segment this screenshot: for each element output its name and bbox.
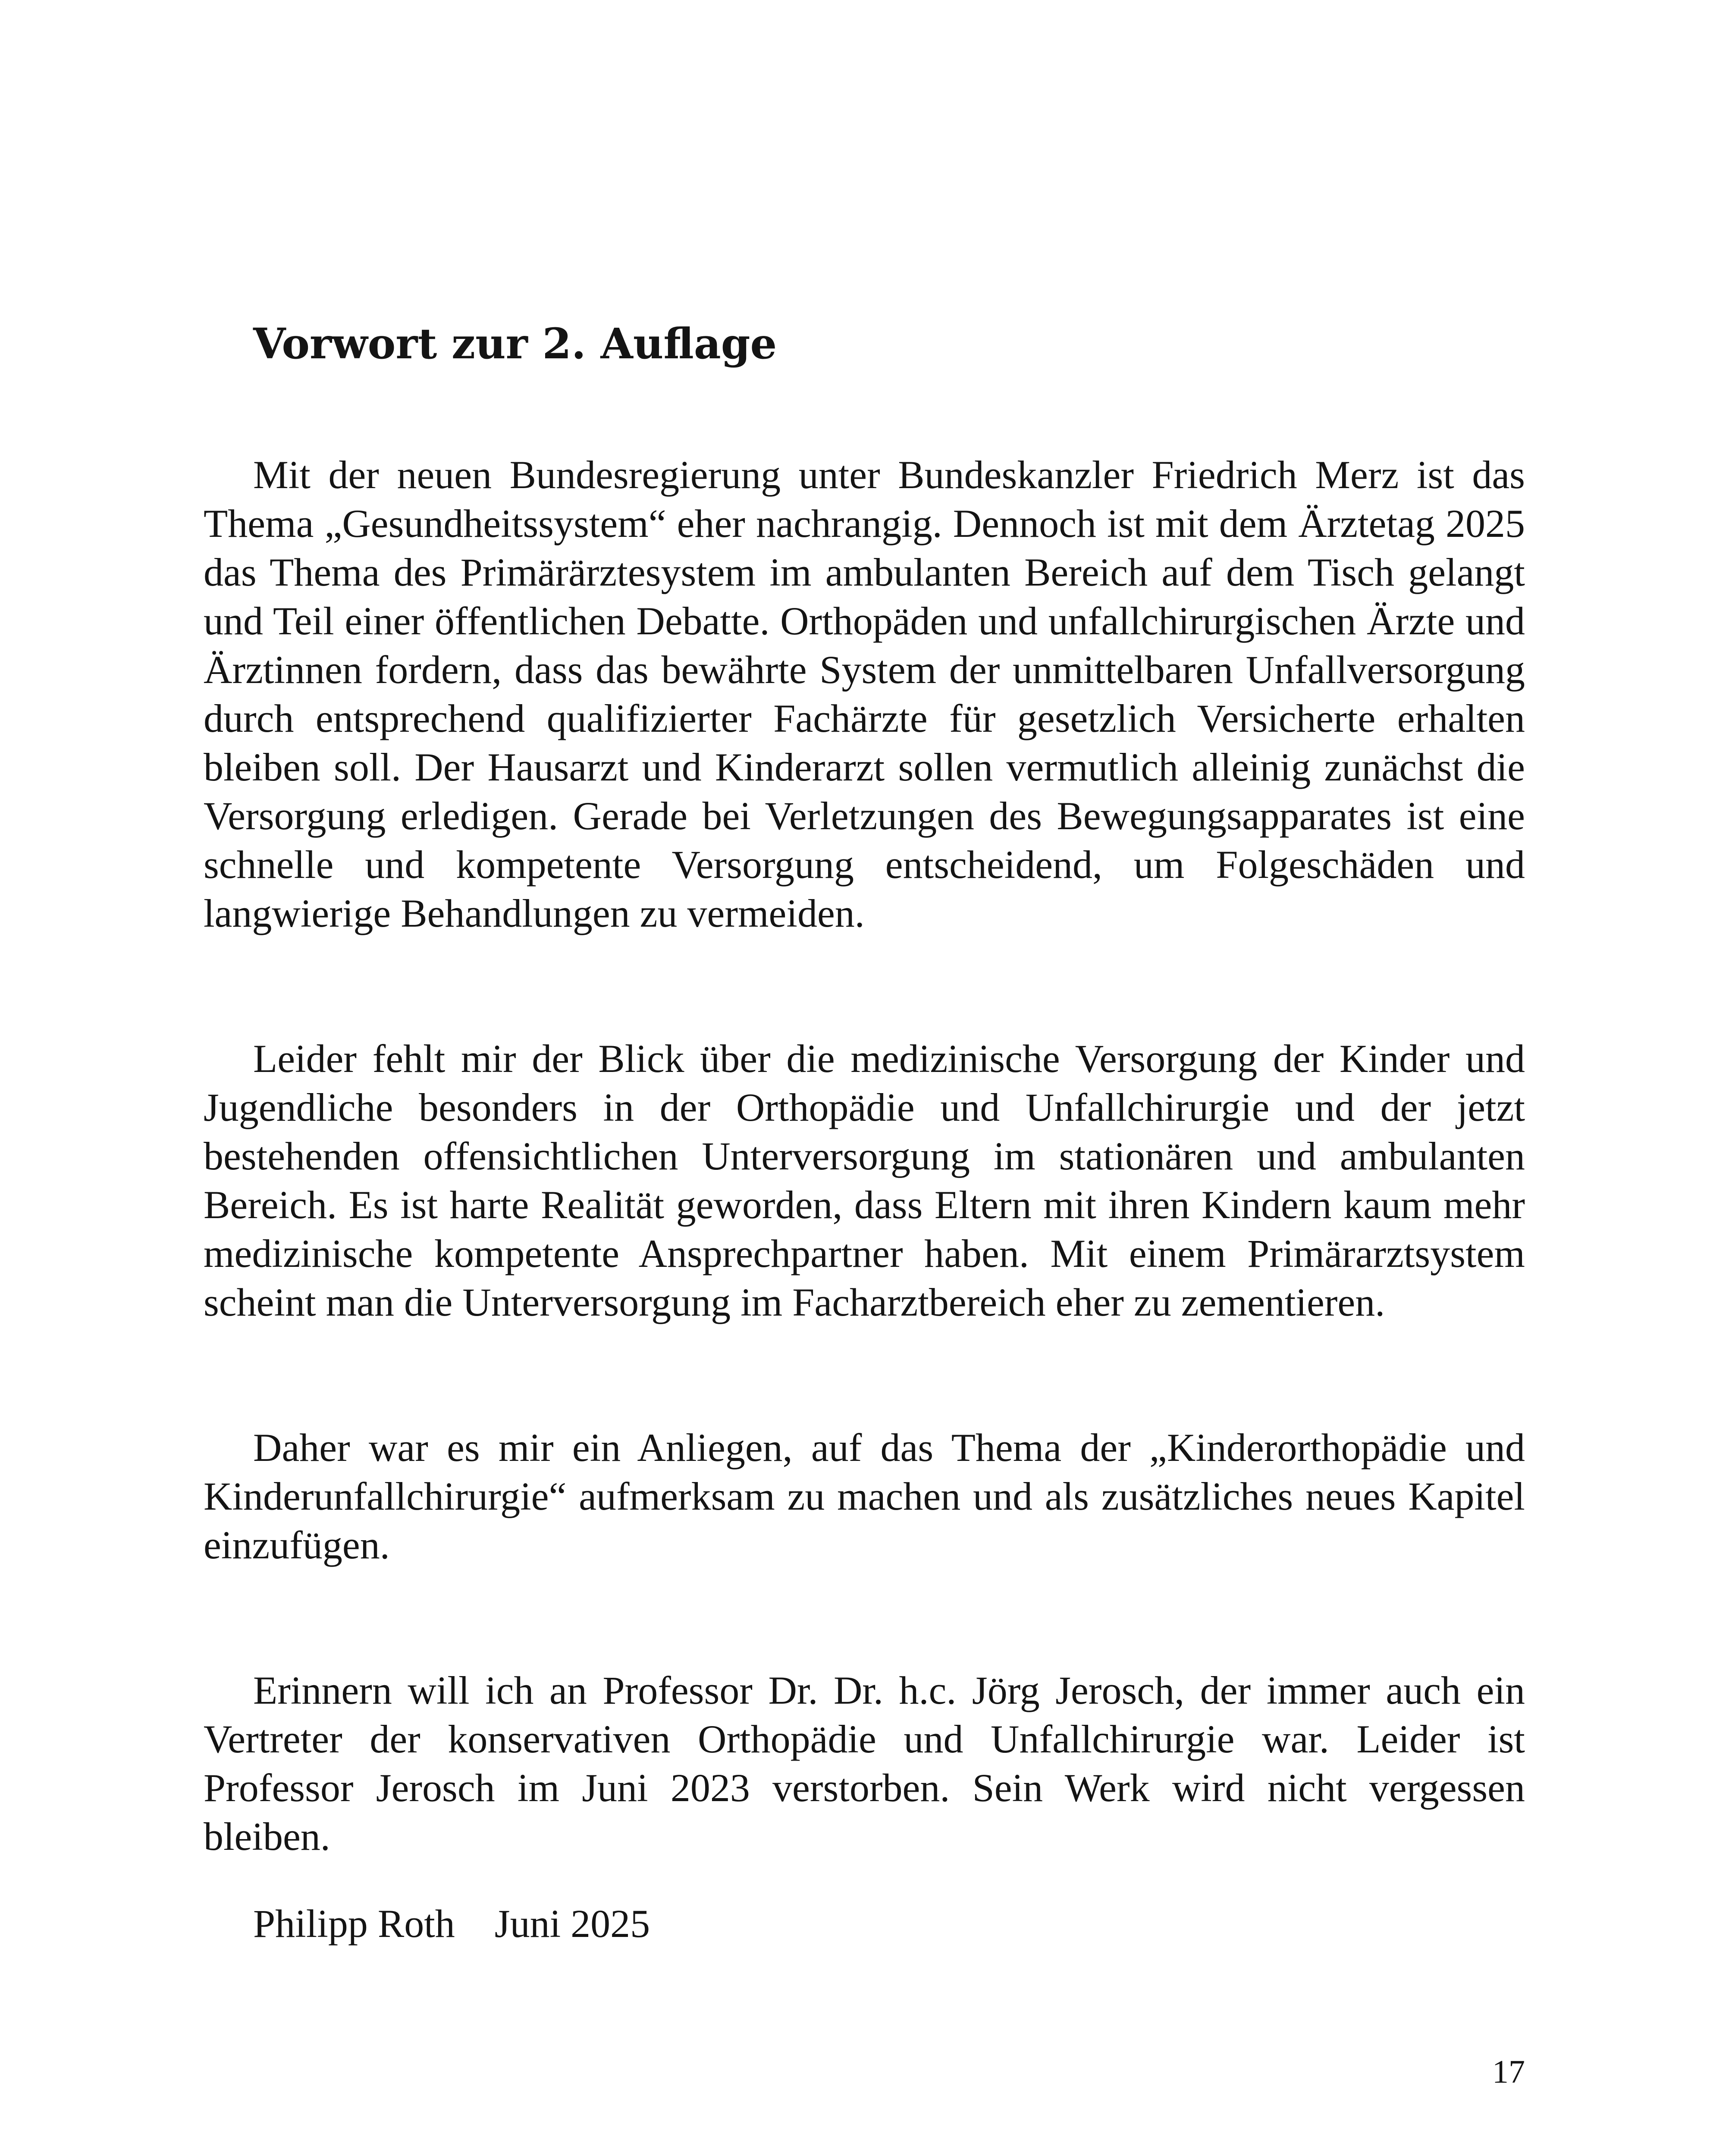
author-signature-line: Philipp Roth Juni 2025	[253, 1902, 650, 1946]
page-number: 17	[1492, 2054, 1525, 2090]
document-body	[204, 317, 1525, 1958]
page-title: Vorwort zur 2. Auflage	[253, 319, 777, 368]
paragraph-3: Daher war es mir ein Anliegen, auf das Thema der „Kinderorthopädie und Kinderunfallchirurgie“ aufmerksam zu machen und als zusätzliches neues Kapitel einzufügen.	[204, 1426, 1525, 1567]
paragraph-2: Leider fehlt mir der Blick über die medizinische Versorgung der Kinder und Jugendliche besonders in der Orthopädie und Unfallchirurgie und der jetzt bestehenden offensichtlichen Unterversorgung im stationären und ambulanten Bereich. Es ist harte Realität geworden, dass Eltern mit ihren Kindern kaum mehr medizinische kompetente Ansprechpartner haben. Mit einem Primärarztsystem scheint man die Unterversorgung im Facharztbereich eher zu zementieren.	[204, 1037, 1525, 1324]
paragraph-4: Erinnern will ich an Professor Dr. Dr. h.c. Jörg Jerosch, der immer auch ein Vertreter der konservativen Orthopädie und Unfallchirurgie war. Leider ist Professor Jerosch im Juni 2023 verstorben. Sein Werk wird nicht vergessen bleiben.	[204, 1668, 1525, 1858]
paragraph-1: Mit der neuen Bundesregierung unter Bundeskanzler Friedrich Merz ist das Thema „Gesundheitssystem“ eher nachrangig. Dennoch ist mit dem Ärztetag 2025 das Thema des Primärärztesystem im ambulanten Bereich auf dem Tisch gelangt und Teil einer öffentlichen Debatte. Orthopäden und unfallchirurgischen Ärzte und Ärztinnen fordern, dass das bewährte System der unmittelbaren Unfallversorgung durch entsprechend qualifizierter Fachärzte für gesetzlich Versicherte erhalten bleiben soll. Der Hausarzt und Kinderarzt sollen vermutlich alleinig zunächst die Versorgung erledigen. Gerade bei Verletzungen des Bewegungsapparates ist eine schnelle und kompetente Versorgung entscheidend, um Folgeschäden und langwierige Behandlungen zu vermeiden.	[204, 453, 1525, 935]
